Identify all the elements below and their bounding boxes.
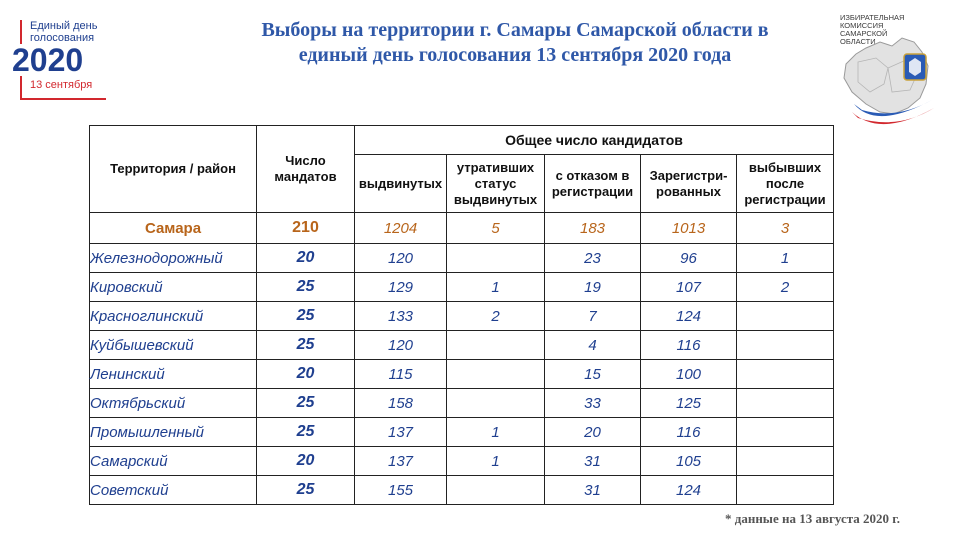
dropped-cell: 1 <box>737 244 834 273</box>
lost-cell: 1 <box>447 418 545 447</box>
table-row <box>90 244 834 273</box>
nominated-cell: 1204 <box>355 213 447 244</box>
table-row <box>90 418 834 447</box>
page-title <box>175 18 855 68</box>
mandates-cell: 25 <box>257 331 355 360</box>
registered-cell: 116 <box>641 418 737 447</box>
territory-name: Красноглинский <box>90 302 257 331</box>
header-territory: Территория / район <box>90 126 257 213</box>
nominated-cell: 129 <box>355 273 447 302</box>
dropped-cell <box>737 389 834 418</box>
table-row <box>90 273 834 302</box>
lost-cell <box>447 331 545 360</box>
logo-line2: голосования <box>30 32 95 44</box>
mandates-cell: 20 <box>257 360 355 389</box>
mandates-cell: 25 <box>257 418 355 447</box>
title-line1: Выборы на территории г. Самары Самарской области в <box>261 19 769 41</box>
dropped-cell <box>737 418 834 447</box>
mandates-cell: 20 <box>257 447 355 476</box>
registered-cell: 100 <box>641 360 737 389</box>
dropped-cell <box>737 447 834 476</box>
registered-cell: 1013 <box>641 213 737 244</box>
header-registered: Зарегистри-рованных <box>641 155 737 213</box>
territory-name: Октябрьский <box>90 389 257 418</box>
election-day-logo <box>12 18 112 100</box>
table-row <box>90 476 834 505</box>
table-row <box>90 360 834 389</box>
territory-name: Самара <box>90 213 257 244</box>
logo-year: 2020 <box>12 42 84 78</box>
table-row <box>90 447 834 476</box>
mandates-cell: 25 <box>257 273 355 302</box>
header-lost-status: утративших статус выдвинутых <box>447 155 545 213</box>
table-row <box>90 213 834 244</box>
header-candidates-group: Общее число кандидатов <box>355 126 834 155</box>
logo-bracket-top <box>20 20 22 44</box>
region-map-icon <box>836 12 936 142</box>
nominated-cell: 155 <box>355 476 447 505</box>
lost-cell: 2 <box>447 302 545 331</box>
refused-cell: 19 <box>545 273 641 302</box>
mandates-cell: 25 <box>257 302 355 331</box>
refused-cell: 4 <box>545 331 641 360</box>
registered-cell: 124 <box>641 302 737 331</box>
registered-cell: 96 <box>641 244 737 273</box>
nominated-cell: 133 <box>355 302 447 331</box>
dropped-cell <box>737 476 834 505</box>
refused-cell: 7 <box>545 302 641 331</box>
refused-cell: 31 <box>545 476 641 505</box>
dropped-cell: 3 <box>737 213 834 244</box>
mandates-cell: 20 <box>257 244 355 273</box>
registered-cell: 107 <box>641 273 737 302</box>
commission-line3: САМАРСКОЙ <box>840 29 888 38</box>
table-row <box>90 389 834 418</box>
dropped-cell <box>737 360 834 389</box>
mandates-cell: 25 <box>257 476 355 505</box>
territory-name: Самарский <box>90 447 257 476</box>
logo-line1: Единый день <box>30 20 98 32</box>
lost-cell <box>447 360 545 389</box>
refused-cell: 15 <box>545 360 641 389</box>
dropped-cell: 2 <box>737 273 834 302</box>
refused-cell: 33 <box>545 389 641 418</box>
election-commission-logo <box>836 12 936 142</box>
dropped-cell <box>737 302 834 331</box>
logo-date: 13 сентября <box>30 79 93 91</box>
nominated-cell: 120 <box>355 244 447 273</box>
nominated-cell: 120 <box>355 331 447 360</box>
nominated-cell: 115 <box>355 360 447 389</box>
lost-cell: 1 <box>447 273 545 302</box>
mandates-cell: 25 <box>257 389 355 418</box>
registered-cell: 105 <box>641 447 737 476</box>
registered-cell: 125 <box>641 389 737 418</box>
logo-bracket-bottom <box>20 76 22 100</box>
header-dropped: выбывших после регистрации <box>737 155 834 213</box>
table-row <box>90 302 834 331</box>
refused-cell: 31 <box>545 447 641 476</box>
registered-cell: 124 <box>641 476 737 505</box>
lost-cell <box>447 389 545 418</box>
table-row <box>90 331 834 360</box>
territory-name: Советский <box>90 476 257 505</box>
territory-name: Железнодорожный <box>90 244 257 273</box>
logo-bracket-base <box>20 98 106 100</box>
lost-cell <box>447 244 545 273</box>
header-nominated: выдвинутых <box>355 155 447 213</box>
dropped-cell <box>737 331 834 360</box>
commission-line4: ОБЛАСТИ <box>840 37 876 46</box>
refused-cell: 20 <box>545 418 641 447</box>
title-line2: единый день голосования 13 сентября 2020 года <box>298 44 732 66</box>
territory-name: Промышленный <box>90 418 257 447</box>
candidates-table <box>89 125 834 505</box>
refused-cell: 23 <box>545 244 641 273</box>
nominated-cell: 137 <box>355 418 447 447</box>
nominated-cell: 158 <box>355 389 447 418</box>
commission-line2: КОМИССИЯ <box>840 21 884 30</box>
registered-cell: 116 <box>641 331 737 360</box>
lost-cell: 5 <box>447 213 545 244</box>
territory-name: Ленинский <box>90 360 257 389</box>
header-refused: с отказом в регистрации <box>545 155 641 213</box>
nominated-cell: 137 <box>355 447 447 476</box>
lost-cell: 1 <box>447 447 545 476</box>
territory-name: Куйбышевский <box>90 331 257 360</box>
refused-cell: 183 <box>545 213 641 244</box>
table-body <box>90 213 834 505</box>
footnote: * данные на 13 августа 2020 г. <box>725 511 900 526</box>
commission-line1: ИЗБИРАТЕЛЬНАЯ <box>840 13 905 22</box>
header-mandates: Число мандатов <box>257 126 355 213</box>
mandates-cell: 210 <box>257 213 355 244</box>
lost-cell <box>447 476 545 505</box>
territory-name: Кировский <box>90 273 257 302</box>
